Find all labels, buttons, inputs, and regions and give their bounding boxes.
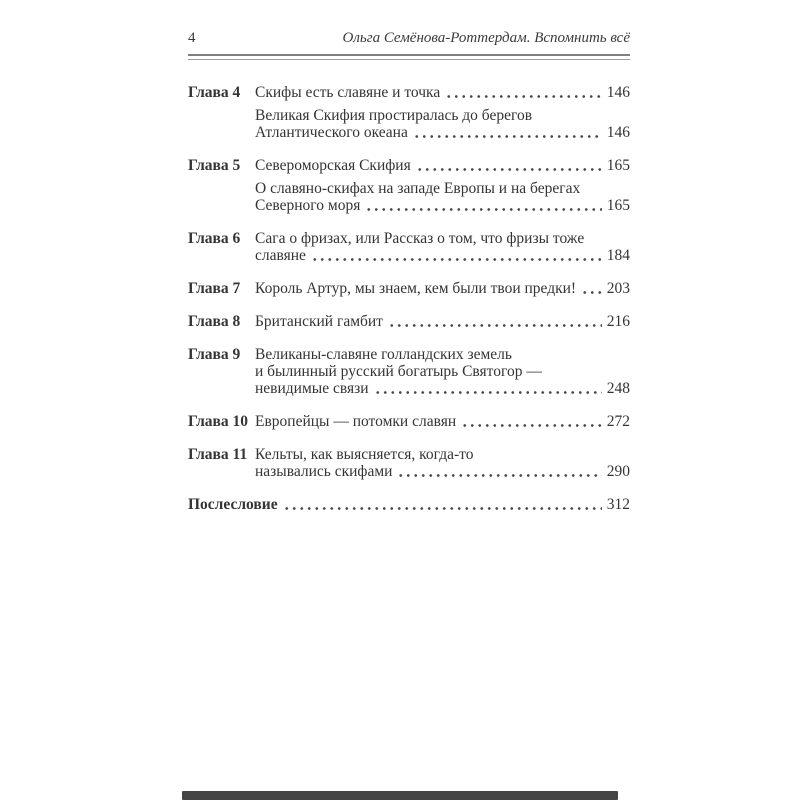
chapter-lines (255, 230, 630, 264)
toc-page-number: 146 (606, 124, 630, 141)
toc-entry-chapter-7 (188, 280, 630, 297)
toc-line-text: Северного моря (255, 197, 361, 214)
toc-entry-chapter-10 (188, 413, 630, 430)
toc-page-number: 165 (606, 197, 630, 214)
chapter-lines (255, 346, 630, 397)
toc-page-number: 165 (606, 157, 630, 174)
toc-line-text: славяне (255, 247, 306, 264)
toc-line (255, 363, 630, 380)
toc-line-text: Европейцы — потомки славян (255, 413, 457, 430)
dot-leader (459, 413, 602, 430)
page-header (188, 30, 630, 47)
toc-line-text: назывались скифами (255, 463, 393, 480)
chapter-lines (255, 313, 630, 330)
toc-line (255, 230, 630, 247)
toc-entry-chapter-5 (188, 157, 630, 214)
chapter-label: Глава 5 (188, 157, 241, 174)
toc-line (255, 463, 630, 480)
toc-entry-afterword (188, 496, 630, 513)
afterword-label: Послесловие (188, 496, 278, 513)
toc-line (255, 346, 630, 363)
toc-line-text: Британский гамбит (255, 313, 383, 330)
toc-page-number: 248 (606, 380, 630, 397)
toc-page-number: 216 (606, 313, 630, 330)
chapter-label: Глава 8 (188, 313, 241, 330)
toc-line-text: Великая Скифия простиралась до берегов (255, 107, 533, 124)
toc-line-text: Великаны-славяне голландских земель (255, 346, 512, 363)
toc-line (255, 313, 630, 330)
toc-line-text: Атлантического океана (255, 124, 408, 141)
folio-page-number: 4 (188, 30, 196, 46)
dot-leader (386, 313, 602, 330)
chapter-label: Глава 6 (188, 230, 241, 247)
toc-line-text: О славяно-скифах на западе Европы и на берегах (255, 180, 581, 197)
toc-line-text: невидимые связи (255, 380, 369, 397)
toc-line (255, 84, 630, 101)
chapter-label: Глава 11 (188, 446, 248, 463)
chapter-lines (255, 84, 630, 141)
dot-leader (411, 124, 602, 141)
table-of-contents (188, 84, 630, 513)
photo-bottom-edge-strip (182, 791, 618, 800)
toc-line (255, 107, 630, 124)
chapter-label: Глава 9 (188, 346, 241, 363)
dot-leader (372, 380, 602, 397)
toc-line-text: Североморская Скифия (255, 157, 411, 174)
toc-page-number: 290 (606, 463, 630, 480)
book-page (188, 30, 630, 513)
chapter-label: Глава 7 (188, 280, 241, 297)
toc-page-number: 184 (606, 247, 630, 264)
dot-leader (363, 197, 601, 214)
toc-line-text: Король Артур, мы знаем, кем были твои предки! (255, 280, 577, 297)
toc-line (255, 446, 630, 463)
toc-page-number: 272 (606, 413, 630, 430)
toc-line-text: Скифы есть славяне и точка (255, 84, 441, 101)
dot-leader (579, 280, 602, 297)
toc-page-number: 312 (606, 496, 630, 513)
toc-page-number: 146 (606, 84, 630, 101)
dot-leader (281, 496, 602, 513)
toc-line (255, 247, 630, 264)
toc-page-number: 203 (606, 280, 630, 297)
dot-leader (395, 463, 601, 480)
chapter-label: Глава 4 (188, 84, 241, 101)
dot-leader (309, 247, 602, 264)
toc-line (255, 413, 630, 430)
chapter-lines (255, 446, 630, 480)
toc-entry-chapter-11 (188, 446, 630, 480)
chapter-lines (255, 157, 630, 214)
toc-line-text: и былинный русский богатырь Святогор — (255, 363, 542, 380)
toc-line (255, 180, 630, 197)
toc-line (255, 124, 630, 141)
toc-line-text: Кельты, как выясняется, когда-то (255, 446, 474, 463)
running-title: Ольга Семёнова-Роттердам. Вспомнить всё (342, 30, 630, 46)
toc-entry-chapter-4 (188, 84, 630, 141)
toc-line (255, 197, 630, 214)
toc-entry-chapter-8 (188, 313, 630, 330)
toc-line (255, 157, 630, 174)
chapter-lines (255, 280, 630, 297)
chapter-label: Глава 10 (188, 413, 249, 430)
dot-leader (414, 157, 602, 174)
toc-line (255, 280, 630, 297)
dot-leader (443, 84, 602, 101)
toc-entry-chapter-6 (188, 230, 630, 264)
chapter-lines (255, 413, 630, 430)
toc-entry-chapter-9 (188, 346, 630, 397)
header-double-rule (188, 54, 630, 60)
toc-line (255, 380, 630, 397)
toc-line-text: Сага о фризах, или Рассказ о том, что фризы тоже (255, 230, 585, 247)
